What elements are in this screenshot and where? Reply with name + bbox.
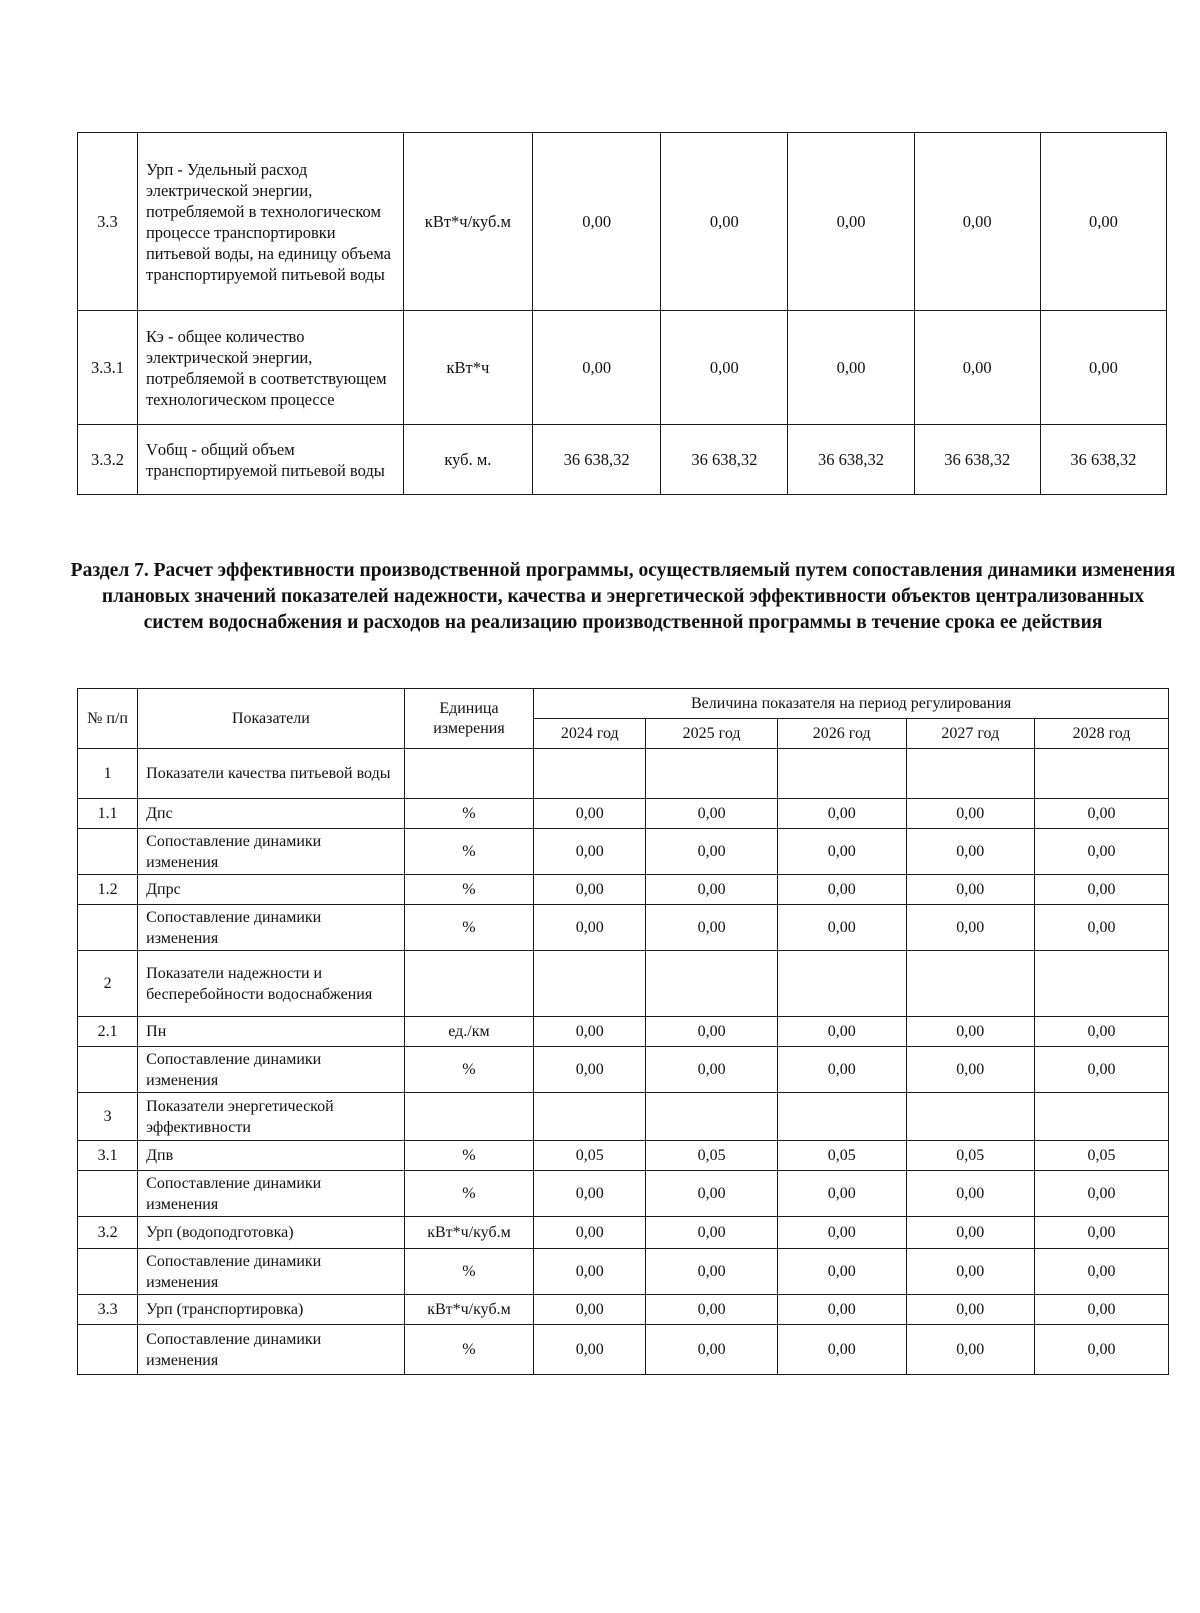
- value-cell: 36 638,32: [533, 425, 661, 495]
- row-number: 2.1: [78, 1017, 138, 1047]
- value-cell: [646, 1093, 778, 1141]
- value-cell: 0,00: [534, 1047, 646, 1093]
- unit-cell: %: [404, 1141, 534, 1171]
- value-cell: 0,00: [661, 311, 788, 425]
- value-cell: 0,00: [646, 1017, 778, 1047]
- value-cell: 0,00: [646, 1217, 778, 1249]
- table-row: [78, 425, 1167, 495]
- value-cell: 0,00: [534, 1171, 646, 1217]
- header-period: Величина показателя на период регулирования: [534, 689, 1169, 719]
- indicator-name: Показатели качества питьевой воды: [138, 749, 405, 799]
- indicator-name: Сопоставление динамики изменения: [138, 1171, 405, 1217]
- value-cell: 0,00: [534, 829, 646, 875]
- value-cell: [777, 951, 906, 1017]
- value-cell: 0,00: [788, 311, 914, 425]
- indicator-name: Дпс: [138, 799, 405, 829]
- value-cell: 36 638,32: [661, 425, 788, 495]
- value-cell: [1035, 749, 1169, 799]
- value-cell: 0,00: [777, 1217, 906, 1249]
- value-cell: 0,00: [646, 799, 778, 829]
- unit-cell: %: [404, 905, 534, 951]
- table-row: [78, 1141, 1169, 1171]
- value-cell: [777, 1093, 906, 1141]
- value-cell: 0,00: [1035, 799, 1169, 829]
- value-cell: 0,00: [777, 905, 906, 951]
- indicator-name: Сопоставление динамики изменения: [138, 905, 405, 951]
- value-cell: 0,05: [534, 1141, 646, 1171]
- value-cell: 0,00: [534, 1249, 646, 1295]
- value-cell: 0,00: [646, 829, 778, 875]
- value-cell: 0,00: [1040, 133, 1166, 311]
- value-cell: 0,00: [646, 1295, 778, 1325]
- unit-cell: %: [404, 1249, 534, 1295]
- value-cell: 0,00: [646, 1047, 778, 1093]
- value-cell: 36 638,32: [788, 425, 914, 495]
- indicator-name: Vобщ - общий объем транспортируемой питьевой воды: [137, 425, 403, 495]
- table-row: [78, 1017, 1169, 1047]
- indicator-name: Сопоставление динамики изменения: [138, 1325, 405, 1375]
- value-cell: 0,00: [906, 1047, 1035, 1093]
- value-cell: 0,00: [1035, 1325, 1169, 1375]
- table-row: [78, 1325, 1169, 1375]
- value-cell: 0,00: [646, 1325, 778, 1375]
- header-unit: Единица измерения: [404, 689, 534, 749]
- value-cell: 0,00: [1035, 1047, 1169, 1093]
- row-number: 3.3.1: [78, 311, 138, 425]
- value-cell: [906, 749, 1035, 799]
- value-cell: 0,00: [533, 311, 661, 425]
- section-title: Раздел 7. Расчет эффективности производственной программы, осуществляемый путем сопоставления динамики изменения плановых значений показателей надежности, качества и энергетической эффективности объектов централизованных систем водоснабжения и расходов на реализацию производственной программы в течение срока ее действия: [70, 560, 1176, 633]
- unit-cell: %: [404, 799, 534, 829]
- top-indicator-table: [77, 132, 1167, 495]
- row-number: 3.2: [78, 1217, 138, 1249]
- row-number: 3: [78, 1093, 138, 1141]
- indicator-name: Показатели надежности и бесперебойности водоснабжения: [138, 951, 405, 1017]
- table-row: [78, 133, 1167, 311]
- indicator-name: Сопоставление динамики изменения: [138, 1047, 405, 1093]
- value-cell: [534, 1093, 646, 1141]
- value-cell: 0,00: [777, 1325, 906, 1375]
- value-cell: 0,00: [534, 1017, 646, 1047]
- value-cell: 0,00: [534, 799, 646, 829]
- unit-cell: %: [404, 875, 534, 905]
- table-row: [78, 749, 1169, 799]
- table-row: [78, 829, 1169, 875]
- row-number: [78, 905, 138, 951]
- unit-cell: %: [404, 1325, 534, 1375]
- row-number: [78, 1249, 138, 1295]
- value-cell: 0,00: [646, 1249, 778, 1295]
- value-cell: 0,00: [777, 829, 906, 875]
- value-cell: [646, 951, 778, 1017]
- value-cell: [646, 749, 778, 799]
- value-cell: 36 638,32: [1040, 425, 1166, 495]
- value-cell: 0,00: [1035, 1217, 1169, 1249]
- value-cell: 0,00: [788, 133, 914, 311]
- unit-cell: [404, 749, 534, 799]
- row-number: 3.1: [78, 1141, 138, 1171]
- row-number: 2: [78, 951, 138, 1017]
- table-row: [78, 1047, 1169, 1093]
- value-cell: 0,00: [906, 829, 1035, 875]
- table-row: [78, 311, 1167, 425]
- value-cell: 0,00: [646, 1171, 778, 1217]
- value-cell: 0,00: [1035, 1249, 1169, 1295]
- value-cell: 0,00: [906, 905, 1035, 951]
- unit-cell: [404, 951, 534, 1017]
- value-cell: 0,05: [777, 1141, 906, 1171]
- header-year: 2026 год: [777, 719, 906, 749]
- value-cell: 0,00: [777, 1047, 906, 1093]
- indicator-name: Сопоставление динамики изменения: [138, 1249, 405, 1295]
- value-cell: 0,00: [777, 1171, 906, 1217]
- value-cell: 0,00: [777, 1295, 906, 1325]
- table-row: [78, 905, 1169, 951]
- header-row: [78, 689, 1169, 719]
- value-cell: [777, 749, 906, 799]
- unit-cell: %: [404, 829, 534, 875]
- value-cell: 0,00: [906, 799, 1035, 829]
- efficiency-table: [77, 688, 1169, 1375]
- indicator-name: Показатели энергетической эффективности: [138, 1093, 405, 1141]
- row-number: 3.3: [78, 1295, 138, 1325]
- unit-cell: кВт*ч: [403, 311, 532, 425]
- unit-cell: ед./км: [404, 1017, 534, 1047]
- value-cell: 0,00: [1035, 1171, 1169, 1217]
- indicator-name: Урп (водоподготовка): [138, 1217, 405, 1249]
- value-cell: 0,00: [906, 1017, 1035, 1047]
- table-row: [78, 951, 1169, 1017]
- table-row: [78, 1093, 1169, 1141]
- header-year: 2027 год: [906, 719, 1035, 749]
- value-cell: 0,00: [1035, 905, 1169, 951]
- value-cell: 0,00: [906, 1249, 1035, 1295]
- row-number: 1: [78, 749, 138, 799]
- value-cell: 0,00: [534, 1295, 646, 1325]
- indicator-name: Дпв: [138, 1141, 405, 1171]
- value-cell: 0,00: [906, 1295, 1035, 1325]
- unit-cell: %: [404, 1171, 534, 1217]
- unit-cell: кВт*ч/куб.м: [404, 1217, 534, 1249]
- value-cell: 0,05: [1035, 1141, 1169, 1171]
- indicator-name: Сопоставление динамики изменения: [138, 829, 405, 875]
- unit-cell: кВт*ч/куб.м: [404, 1295, 534, 1325]
- value-cell: 0,00: [914, 311, 1040, 425]
- value-cell: 0,00: [777, 799, 906, 829]
- value-cell: 0,05: [906, 1141, 1035, 1171]
- indicator-name: Кэ - общее количество электрической энергии, потребляемой в соответствующем технологическом процессе: [137, 311, 403, 425]
- table-row: [78, 799, 1169, 829]
- value-cell: 0,05: [646, 1141, 778, 1171]
- unit-cell: куб. м.: [403, 425, 532, 495]
- row-number: 1.1: [78, 799, 138, 829]
- row-number: 3.3: [78, 133, 138, 311]
- value-cell: 0,00: [534, 1325, 646, 1375]
- indicator-name: Урп (транспортировка): [138, 1295, 405, 1325]
- value-cell: 0,00: [1035, 875, 1169, 905]
- value-cell: 0,00: [1035, 1295, 1169, 1325]
- value-cell: 0,00: [1035, 829, 1169, 875]
- indicator-name: Урп - Удельный расход электрической энергии, потребляемой в технологическом процессе транспортировки питьевой воды, на единицу объема транспортируемой питьевой воды: [137, 133, 403, 311]
- header-year: 2025 год: [646, 719, 778, 749]
- value-cell: 0,00: [646, 905, 778, 951]
- indicator-name: Пн: [138, 1017, 405, 1047]
- unit-cell: кВт*ч/куб.м: [403, 133, 532, 311]
- table-row: [78, 1295, 1169, 1325]
- value-cell: 0,00: [906, 1217, 1035, 1249]
- value-cell: 0,00: [1035, 1017, 1169, 1047]
- value-cell: 0,00: [777, 1017, 906, 1047]
- value-cell: 0,00: [1040, 311, 1166, 425]
- table-row: [78, 1249, 1169, 1295]
- value-cell: 0,00: [777, 1249, 906, 1295]
- row-number: [78, 829, 138, 875]
- row-number: 3.3.2: [78, 425, 138, 495]
- value-cell: 0,00: [906, 875, 1035, 905]
- value-cell: 0,00: [534, 905, 646, 951]
- unit-cell: [404, 1093, 534, 1141]
- header-year: 2024 год: [534, 719, 646, 749]
- value-cell: 0,00: [777, 875, 906, 905]
- row-number: [78, 1171, 138, 1217]
- value-cell: 0,00: [646, 875, 778, 905]
- value-cell: 0,00: [906, 1325, 1035, 1375]
- value-cell: [906, 1093, 1035, 1141]
- value-cell: 0,00: [661, 133, 788, 311]
- table-row: [78, 875, 1169, 905]
- value-cell: [1035, 951, 1169, 1017]
- header-num: № п/п: [78, 689, 138, 749]
- value-cell: 0,00: [533, 133, 661, 311]
- value-cell: [534, 749, 646, 799]
- value-cell: 0,00: [914, 133, 1040, 311]
- table-row: [78, 1217, 1169, 1249]
- header-name: Показатели: [138, 689, 405, 749]
- value-cell: [906, 951, 1035, 1017]
- header-year: 2028 год: [1035, 719, 1169, 749]
- row-number: [78, 1047, 138, 1093]
- value-cell: 36 638,32: [914, 425, 1040, 495]
- value-cell: 0,00: [534, 875, 646, 905]
- value-cell: [534, 951, 646, 1017]
- table-row: [78, 1171, 1169, 1217]
- unit-cell: %: [404, 1047, 534, 1093]
- value-cell: 0,00: [906, 1171, 1035, 1217]
- row-number: [78, 1325, 138, 1375]
- value-cell: [1035, 1093, 1169, 1141]
- indicator-name: Дпрс: [138, 875, 405, 905]
- value-cell: 0,00: [534, 1217, 646, 1249]
- row-number: 1.2: [78, 875, 138, 905]
